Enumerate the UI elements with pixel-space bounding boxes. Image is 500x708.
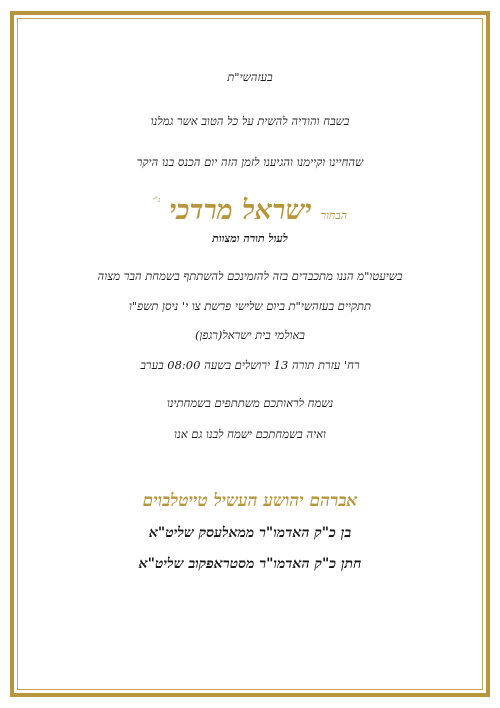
venue-line: באולמי בית ישראל(רגפן) <box>195 328 305 342</box>
address-line: רח' עזרת תורה 13 ירושלים בשעה 08:00 בערב <box>140 358 360 372</box>
gratitude-line: שהחיינו וקיימנו והגיענו לזמן הזה יום הכנס בנו היקר <box>136 155 364 169</box>
praise-line: בשבח והודיה להשית על כל הטוב אשר גמלנו <box>150 114 350 128</box>
signature-line: בן כ"ק האדמו"ר ממאלעסק שליט"א <box>148 525 352 541</box>
honoree-name: ישראל מרדכי <box>169 195 312 226</box>
body-line: תתקיים בעזהשי"ת ביום שלישי פרשת צו י' ניסן תשפ"ו <box>128 299 372 313</box>
closing-line: נשמח לראותכם משתתפים בשמחתינו <box>166 396 334 410</box>
honoree-prefix: הבחור <box>320 209 348 222</box>
subtitle-line: לעול תורה ומצוות <box>212 232 288 245</box>
honoree-suffix: נ"י <box>152 196 161 204</box>
honoree-line <box>30 197 470 224</box>
invitation-content <box>30 60 470 573</box>
body-line: בשיעטו"מ הננו מתכבדים בזה להזמינכם להשתתף בשמחת הבר מצוה <box>97 269 403 283</box>
signature-name: אברהם יהושע העשיל טייטלבוים <box>142 491 358 511</box>
header-line: בעזהשי"ת <box>227 70 273 84</box>
closing-line: ואיה בשמחתכם ישמח לבנו גם אנו <box>174 427 326 441</box>
signature-line: חתן כ"ק האדמו"ר מסטראפקוב שליט"א <box>138 556 362 572</box>
